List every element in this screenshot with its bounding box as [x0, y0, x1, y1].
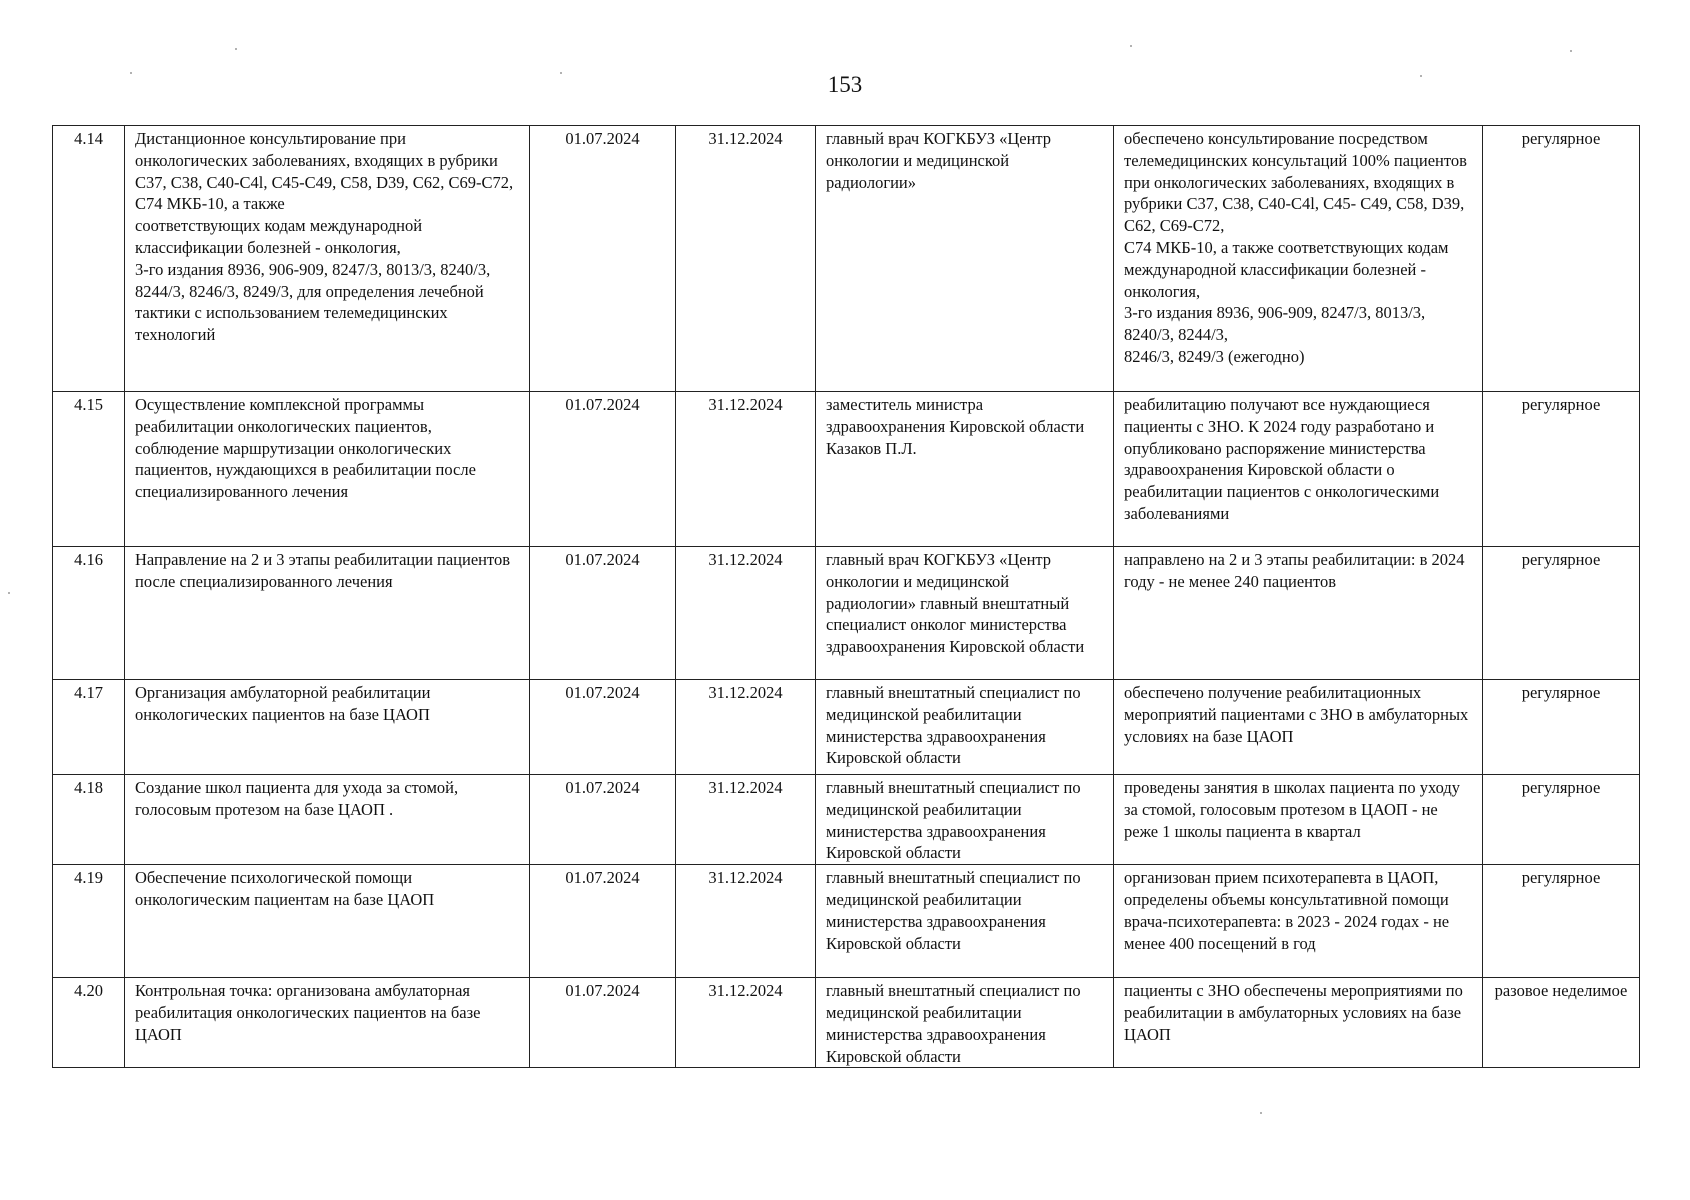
end-date: 31.12.2024	[676, 680, 816, 775]
page-number: 153	[827, 72, 863, 97]
scan-speck	[130, 72, 132, 74]
result-type: регулярное	[1483, 126, 1640, 392]
result-type: регулярное	[1483, 865, 1640, 978]
responsible-person: главный врач КОГКБУЗ «Центр онкологии и медицинской радиологии» главный внештатный специалист онколог министерства здравоохранения Кировской области	[816, 547, 1114, 680]
responsible-person: главный врач КОГКБУЗ «Центр онкологии и медицинской радиологии»	[816, 126, 1114, 392]
result-type: регулярное	[1483, 680, 1640, 775]
scan-speck	[1130, 45, 1132, 47]
responsible-person: главный внештатный специалист по медицинской реабилитации министерства здравоохранения Кировской области	[816, 680, 1114, 775]
row-number: 4.15	[53, 392, 125, 547]
start-date: 01.07.2024	[530, 865, 676, 978]
start-date: 01.07.2024	[530, 775, 676, 865]
expected-result: обеспечено получение реабилитационных мероприятий пациентами с ЗНО в амбулаторных условиях на базе ЦАОП	[1114, 680, 1483, 775]
scan-speck	[1420, 75, 1422, 77]
table-row	[53, 680, 1640, 775]
row-number: 4.20	[53, 978, 125, 1068]
action-description: Обеспечение психологической помощи онкологическим пациентам на базе ЦАОП	[125, 865, 530, 978]
table-row	[53, 392, 1640, 547]
expected-result: организован прием психотерапевта в ЦАОП, определены объемы консультативной помощи врача-психотерапевта: в 2023 - 2024 годах - не менее 400 посещений в год	[1114, 865, 1483, 978]
action-description: Контрольная точка: организована амбулаторная реабилитация онкологических пациентов на базе ЦАОП	[125, 978, 530, 1068]
end-date: 31.12.2024	[676, 775, 816, 865]
expected-result: обеспечено консультирование посредством телемедицинских консультаций 100% пациентов при онкологических заболеваниях, входящих в рубрики С37, С38, С40-С4l, С45- С49, С58, D39, С62, С69-С72, С74 МКБ-10, а также соответствующих кодам международной классификации болезней - онкология, 3-го издания 8936, 906-909, 8247/3, 8013/3, 8240/3, 8244/3, 8246/3, 8249/3 (ежегодно)	[1114, 126, 1483, 392]
responsible-person: главный внештатный специалист по медицинской реабилитации министерства здравоохранения Кировской области	[816, 775, 1114, 865]
scan-speck	[235, 48, 237, 50]
expected-result: реабилитацию получают все нуждающиеся пациенты с ЗНО. К 2024 году разработано и опубликовано распоряжение министерства здравоохранения Кировской области о реабилитации пациентов с онкологическими заболеваниями	[1114, 392, 1483, 547]
end-date: 31.12.2024	[676, 978, 816, 1068]
start-date: 01.07.2024	[530, 680, 676, 775]
row-number: 4.19	[53, 865, 125, 978]
table-row	[53, 126, 1640, 392]
start-date: 01.07.2024	[530, 392, 676, 547]
scan-speck	[8, 592, 10, 594]
scan-speck	[560, 72, 562, 74]
row-number: 4.18	[53, 775, 125, 865]
start-date: 01.07.2024	[530, 978, 676, 1068]
action-description: Дистанционное консультирование при онкологических заболеваниях, входящих в рубрики С37, С38, С40-С4l, С45-С49, С58, D39, С62, С69-С72, С74 МКБ-10, а также соответствующих кодам международной классификации болезней - онкология, 3-го издания 8936, 906-909, 8247/3, 8013/3, 8240/3, 8244/3, 8246/3, 8249/3, для определения лечебной тактики с использованием телемедицинских технологий	[125, 126, 530, 392]
responsible-person: главный внештатный специалист по медицинской реабилитации министерства здравоохранения Кировской области	[816, 978, 1114, 1068]
result-type: регулярное	[1483, 547, 1640, 680]
result-type: регулярное	[1483, 775, 1640, 865]
result-type: разовое неделимое	[1483, 978, 1640, 1068]
result-type: регулярное	[1483, 392, 1640, 547]
end-date: 31.12.2024	[676, 126, 816, 392]
start-date: 01.07.2024	[530, 547, 676, 680]
end-date: 31.12.2024	[676, 392, 816, 547]
end-date: 31.12.2024	[676, 547, 816, 680]
action-description: Осуществление комплексной программы реабилитации онкологических пациентов, соблюдение маршрутизации онкологических пациентов, нуждающихся в реабилитации после специализированного лечения	[125, 392, 530, 547]
scan-speck	[1260, 1112, 1262, 1114]
end-date: 31.12.2024	[676, 865, 816, 978]
row-number: 4.14	[53, 126, 125, 392]
table-row	[53, 865, 1640, 978]
responsible-person: заместитель министра здравоохранения Кировской области Казаков П.Л.	[816, 392, 1114, 547]
action-description: Направление на 2 и 3 этапы реабилитации пациентов после специализированного лечения	[125, 547, 530, 680]
action-description: Организация амбулаторной реабилитации онкологических пациентов на базе ЦАОП	[125, 680, 530, 775]
row-number: 4.16	[53, 547, 125, 680]
action-description: Создание школ пациента для ухода за стомой, голосовым протезом на базе ЦАОП .	[125, 775, 530, 865]
start-date: 01.07.2024	[530, 126, 676, 392]
row-number: 4.17	[53, 680, 125, 775]
table-row	[53, 978, 1640, 1068]
expected-result: пациенты с ЗНО обеспечены мероприятиями по реабилитации в амбулаторных условиях на базе ЦАОП	[1114, 978, 1483, 1068]
expected-result: проведены занятия в школах пациента по уходу за стомой, голосовым протезом в ЦАОП - не реже 1 школы пациента в квартал	[1114, 775, 1483, 865]
table-row	[53, 775, 1640, 865]
table-row	[53, 547, 1640, 680]
expected-result: направлено на 2 и 3 этапы реабилитации: в 2024 году - не менее 240 пациентов	[1114, 547, 1483, 680]
action-plan-table	[52, 125, 1640, 1068]
scan-speck	[1570, 50, 1572, 52]
responsible-person: главный внештатный специалист по медицинской реабилитации министерства здравоохранения Кировской области	[816, 865, 1114, 978]
